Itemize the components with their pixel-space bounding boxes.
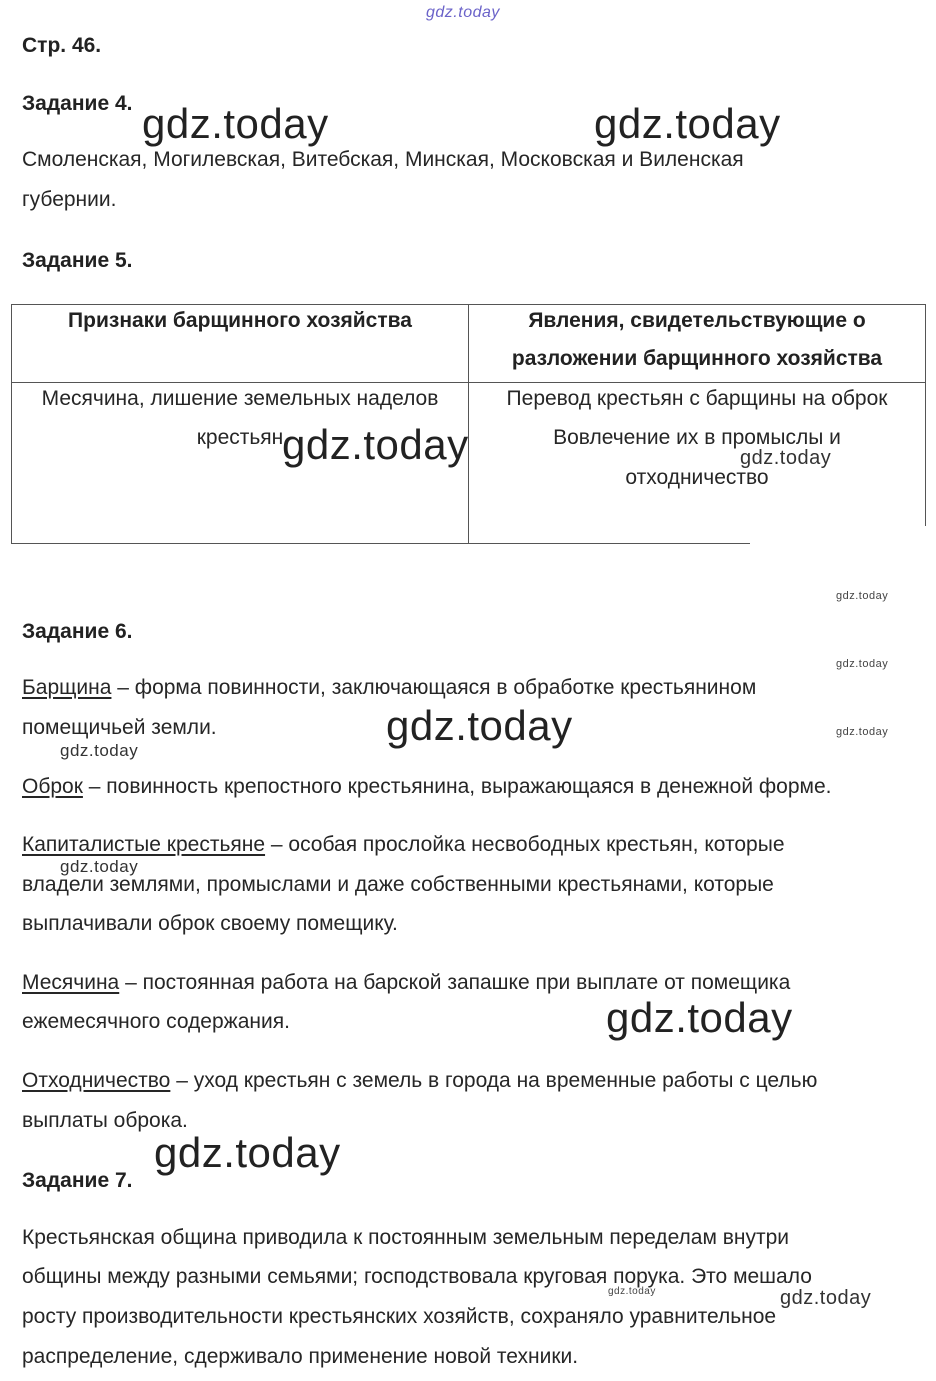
watermark-large: gdz.today [154,1129,341,1176]
watermark-medium: gdz.today [60,857,139,876]
table-cell-col2-line3: отходничество [625,466,769,489]
term-mesyachina-word: Месячина [22,971,120,994]
term-kapitalistye-def-2: владели землями, промыслами и даже собственными крестьянами, которые [22,873,774,896]
term-barshchina-word: Барщина [22,676,112,699]
table-cell-col2-line1: Перевод крестьян с барщины на оброк [506,387,888,410]
task6-heading: Задание 6. [22,620,133,643]
term-obrok-word: Оброк [22,775,83,798]
term-otkhodnichestvo-word: Отходничество [22,1069,171,1092]
task4-heading: Задание 4. [22,92,133,115]
table-cell-col1-line2: крестьян [196,426,284,449]
table-cell-col2-line2: Вовлечение их в промыслы и [553,426,841,449]
table-header-col1: Признаки барщинного хозяйства [68,309,412,332]
watermark-large: gdz.today [594,100,781,147]
table-header-col2-line1: Явления, свидетельствующие о [528,309,866,332]
watermark-top: gdz.today [426,4,500,21]
table-cell-col1-line1: Месячина, лишение земельных наделов [41,387,439,410]
term-otkhodnichestvo [22,1061,817,1101]
watermark-small: gdz.today [836,658,889,670]
task4-line-1: Смоленская, Могилевская, Витебская, Минская, Московская и Виленская [22,148,744,171]
term-obrok-def-1: – повинность крепостного крестьянина, выражающаяся в денежной форме. [82,775,832,798]
page-label: Стр. 46. [22,34,102,57]
watermark-small: gdz.today [608,1286,656,1297]
term-otkhodnichestvo-def-1: – уход крестьян с земель в города на временные работы с целью [170,1069,818,1092]
watermark-medium: gdz.today [780,1287,872,1309]
term-otkhodnichestvo-def-2: выплаты оброка. [22,1109,188,1132]
watermark-medium: gdz.today [740,447,832,469]
term-mesyachina-def-1: – постоянная работа на барской запашке при выплате от помещика [119,971,791,994]
task7-line-1: Крестьянская община приводила к постоянным земельным переделам внутри [22,1226,790,1249]
watermark-large: gdz.today [386,702,573,749]
term-barshchina-def-2: помещичьей земли. [22,716,217,739]
table-border-bottom [11,543,750,544]
watermark-small: gdz.today [836,726,889,738]
watermark-large: gdz.today [142,100,329,147]
table-border-right [925,304,926,526]
term-kapitalistye-def-1: – особая прослойка несвободных крестьян, которые [265,833,785,856]
watermark-medium: gdz.today [60,741,139,760]
task7-line-3: росту производительности крестьянских хозяйств, сохраняло уравнительное [22,1305,777,1328]
term-obrok [22,767,832,807]
task5-heading: Задание 5. [22,249,133,272]
watermark-large: gdz.today [282,421,469,468]
watermark-small: gdz.today [836,590,889,602]
task4-line-2: губернии. [22,188,117,211]
table-border-left [11,304,12,544]
term-mesyachina-def-2: ежемесячного содержания. [22,1010,290,1033]
task7-line-4: распределение, сдерживало применение новой техники. [22,1345,579,1368]
task7-heading: Задание 7. [22,1169,133,1192]
term-kapitalistye-def-3: выплачивали оброк своему помещику. [22,912,398,935]
table-header-col2-line2: разложении барщинного хозяйства [511,347,883,370]
term-kapitalistye-word: Капиталистые крестьяне [22,833,266,856]
watermark-large: gdz.today [606,994,793,1041]
term-barshchina-def-1: – форма повинности, заключающаяся в обработке крестьянином [111,676,757,699]
task7-line-2: общины между разными семьями; господствовала круговая порука. Это мешало [22,1265,812,1288]
